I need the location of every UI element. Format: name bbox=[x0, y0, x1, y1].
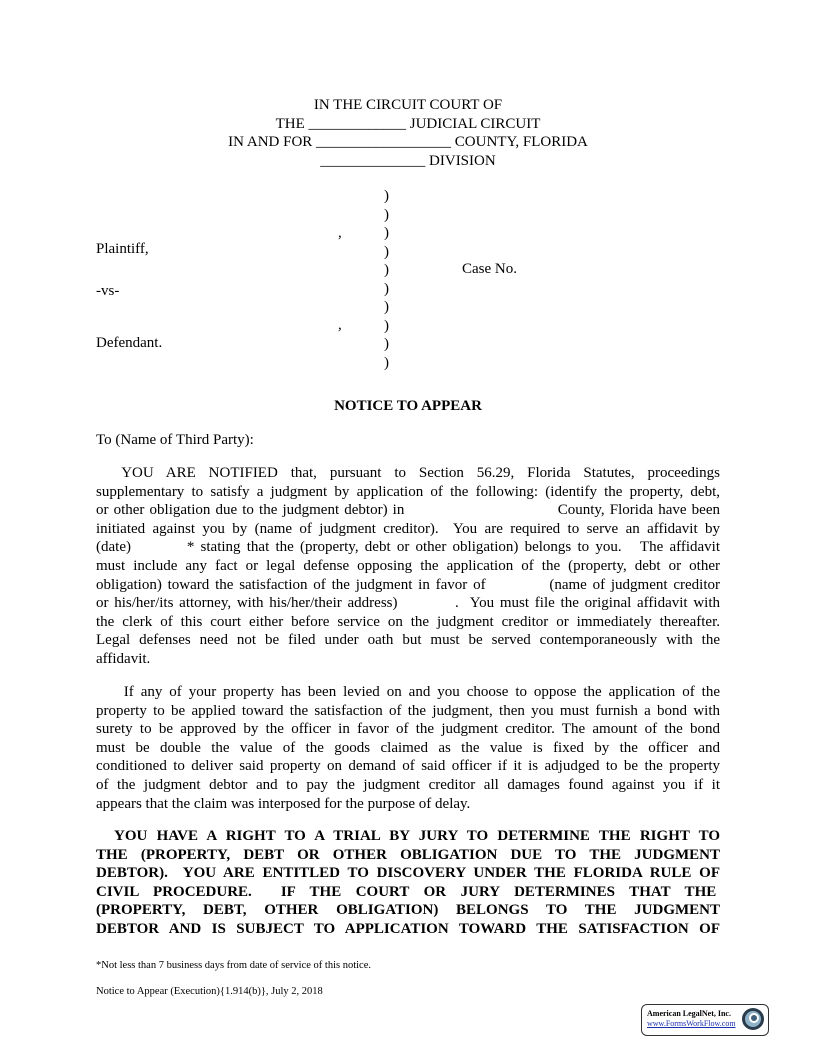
paragraph-line: conditioned to deliver said property on demand of said officer if it is adjudged to be the property bbox=[96, 758, 720, 775]
header-line-4: ______________ DIVISION bbox=[320, 153, 496, 169]
logo-url[interactable]: www.FormsWorkFlow.com bbox=[647, 1019, 736, 1028]
paragraph-line: must include any fact or legal defense opposing the application of the (property, debt or other bbox=[96, 558, 720, 574]
paragraph-line: obligation) toward the satisfaction of the judgment in favor of (name of judgment creditor bbox=[96, 576, 720, 593]
paragraph-line: CIVIL PROCEDURE. IF THE COURT OR JURY DETERMINES THAT THE bbox=[96, 883, 720, 900]
caption-parenthesis: ) bbox=[384, 188, 389, 204]
paragraph-line: supplementary to satisfy a judgment by application of the following: (identify the property, debt, bbox=[96, 483, 720, 500]
recipient-line: To (Name of Third Party): bbox=[96, 432, 254, 448]
paragraph-line: DEBTOR AND IS SUBJECT TO APPLICATION TOWARD THE SATISFACTION OF bbox=[96, 920, 720, 937]
paragraph-line: the clerk of this court either before service on the judgment creditor or immediately thereafter. bbox=[96, 613, 720, 630]
paragraph-line: appears that the claim was interposed for the purpose of delay. bbox=[96, 795, 471, 812]
defendant-comma: , bbox=[338, 317, 342, 333]
paragraph-line: (date) * stating that the (property, debt or other obligation) belongs to you. The affidavit bbox=[96, 539, 720, 556]
header-line-3: IN AND FOR __________________ COUNTY, FLORIDA bbox=[228, 134, 588, 150]
footnote: *Not less than 7 business days from date of service of this notice. bbox=[96, 960, 371, 971]
logo-name: American LegalNet, Inc. bbox=[647, 1009, 731, 1018]
caption-parenthesis: ) bbox=[384, 299, 389, 315]
caption-parenthesis: ) bbox=[384, 317, 389, 334]
caption-parenthesis: ) bbox=[384, 354, 389, 371]
paragraph-line: affidavit. bbox=[96, 651, 151, 667]
form-footer: Notice to Appear (Execution){1.914(b)}, July 2, 2018 bbox=[96, 986, 323, 997]
paragraph-line: of the judgment debtor and to pay the judgment creditor all damages found against you if it bbox=[96, 777, 720, 793]
caption-parenthesis: ) bbox=[384, 206, 389, 223]
caption-parenthesis: ) bbox=[384, 243, 389, 260]
caption-parenthesis: ) bbox=[384, 262, 389, 278]
document-title: NOTICE TO APPEAR bbox=[334, 398, 482, 414]
caption-parenthesis: ) bbox=[384, 336, 389, 352]
paragraph-line: If any of your property has been levied on and you choose to oppose the application of the bbox=[96, 684, 720, 700]
paragraph-line: property to be applied toward the satisfaction of the judgment, then you must furnish a bond with bbox=[96, 702, 720, 719]
paragraph-line: surety to be approved by the officer in favor of the judgment creditor. The amount of the bond bbox=[96, 721, 720, 738]
paragraph-line: or his/her/its attorney, with his/her/their address) . You must file the original affidavit with bbox=[96, 595, 720, 612]
paragraph-line: or other obligation due to the judgment debtor) in County, Florida have been bbox=[96, 502, 720, 519]
header-line-1: IN THE CIRCUIT COURT OF bbox=[313, 97, 503, 113]
plaintiff-label: Plaintiff, bbox=[96, 241, 149, 257]
paragraph-line: initiated against you by (name of judgment creditor). You are required to serve an affidavit by bbox=[96, 520, 720, 537]
paragraph-line: THE (PROPERTY, DEBT OR OTHER OBLIGATION DUE TO THE JUDGMENT bbox=[96, 846, 720, 863]
defendant-label: Defendant. bbox=[96, 335, 163, 351]
paragraph-line: Legal defenses need not be filed under oath but must be served contemporaneously with the bbox=[96, 632, 720, 649]
paragraph-line: must be double the value of the goods claimed as the value is fixed by the officer and bbox=[96, 739, 720, 756]
paragraph-line: YOU ARE NOTIFIED that, pursuant to Section 56.29, Florida Statutes, proceedings bbox=[96, 465, 720, 481]
header-line-2: THE _____________ JUDICIAL CIRCUIT bbox=[275, 116, 541, 132]
caption-parenthesis: ) bbox=[384, 225, 389, 241]
paragraph-line: (PROPERTY, DEBT, OTHER OBLIGATION) BELONGS TO THE JUDGMENT bbox=[96, 902, 720, 918]
paragraph-line: DEBTOR). YOU ARE ENTITLED TO DISCOVERY UNDER THE FLORIDA RULE OF bbox=[96, 865, 720, 881]
plaintiff-comma: , bbox=[338, 225, 342, 241]
vs-label: -vs- bbox=[96, 283, 120, 299]
paragraph-line: YOU HAVE A RIGHT TO A TRIAL BY JURY TO DETERMINE THE RIGHT TO bbox=[96, 828, 720, 844]
caption-parenthesis: ) bbox=[384, 280, 389, 297]
publisher-logo bbox=[641, 1004, 769, 1036]
case-number-label: Case No. bbox=[462, 261, 517, 277]
globe-icon bbox=[741, 1007, 765, 1031]
